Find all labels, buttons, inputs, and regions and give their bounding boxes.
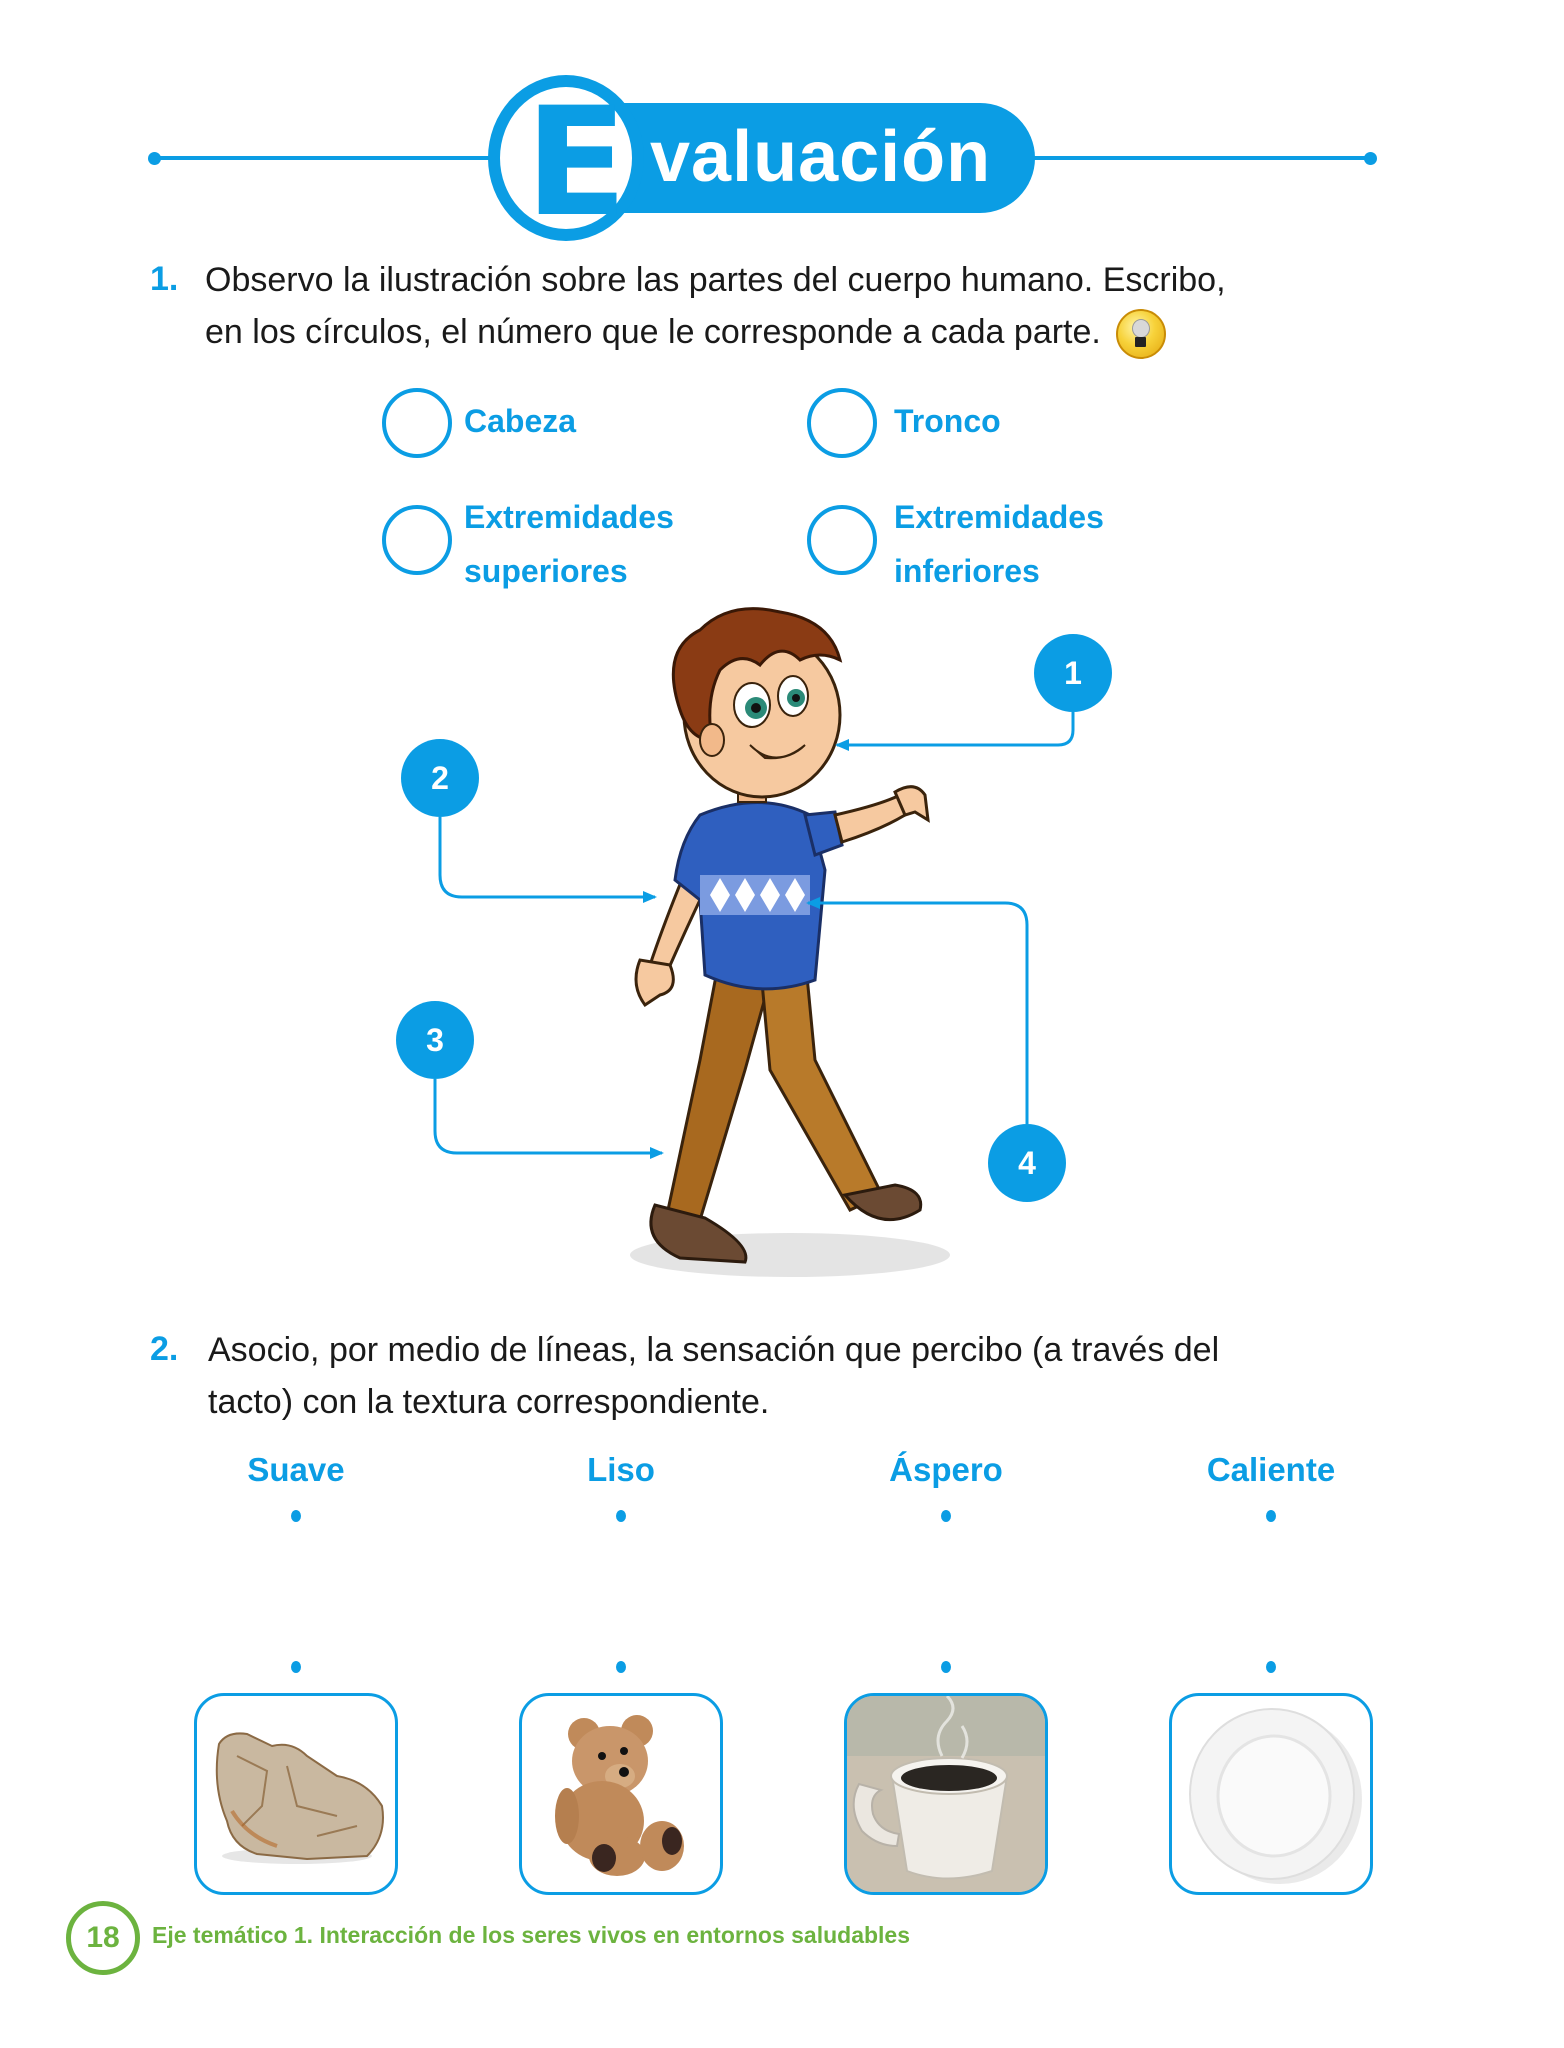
- question-2-text-line1: Asocio, por medio de líneas, la sensación que percibo (a través del: [208, 1331, 1220, 1369]
- white-plate-image: [1169, 1693, 1373, 1895]
- match-dot-top-1[interactable]: [291, 1510, 301, 1522]
- sensation-label-liso: Liso: [587, 1451, 655, 1488]
- teddy-bear-illustration: [522, 1696, 720, 1892]
- rock-illustration: [197, 1696, 395, 1892]
- question-1-number: 1.: [150, 260, 179, 298]
- match-dot-top-2[interactable]: [616, 1510, 626, 1522]
- sensation-label-suave: Suave: [247, 1451, 345, 1488]
- sensation-label-caliente: Caliente: [1206, 1451, 1336, 1488]
- part-label-line2: superiores: [464, 553, 628, 589]
- rock-image: [194, 1693, 398, 1895]
- match-dot-bottom-4[interactable]: [1266, 1661, 1276, 1673]
- sensation-label-aspero: Áspero: [889, 1451, 1003, 1488]
- plate-illustration: [1172, 1696, 1370, 1892]
- match-dot-bottom-3[interactable]: [941, 1661, 951, 1673]
- page-title: valuación: [650, 117, 992, 197]
- title-initial: E: [525, 76, 628, 250]
- teddy-bear-image: [519, 1693, 723, 1895]
- match-dot-top-4[interactable]: [1266, 1510, 1276, 1522]
- match-dot-bottom-1[interactable]: [291, 1661, 301, 1673]
- part-label-line2: inferiores: [894, 553, 1040, 589]
- page-number: 18: [66, 1901, 140, 1975]
- footer-thematic-axis: Eje temático 1. Interacción de los seres vivos en entornos saludables: [152, 1922, 911, 1948]
- match-dot-top-3[interactable]: [941, 1510, 951, 1522]
- callout-3: 3: [396, 1001, 474, 1079]
- question-2-text-line2: tacto) con la textura correspondiente.: [208, 1383, 770, 1421]
- callout-1: 1: [1034, 634, 1112, 712]
- part-label-line1: Extremidades: [894, 499, 1104, 535]
- part-label-line1: Extremidades: [464, 499, 674, 535]
- coffee-cup-illustration: [847, 1696, 1045, 1892]
- callout-4: 4: [988, 1124, 1066, 1202]
- match-dot-bottom-2[interactable]: [616, 1661, 626, 1673]
- question-1-text-line1: Observo la ilustración sobre las partes del cuerpo humano. Escribo,: [205, 261, 1226, 299]
- part-label-tronco: Tronco: [894, 403, 1001, 439]
- hot-coffee-cup-image: [844, 1693, 1048, 1895]
- part-label-cabeza: Cabeza: [464, 403, 577, 439]
- question-2-number: 2.: [150, 1330, 179, 1368]
- question-1-text-line2-content: en los círculos, el número que le corresponde a cada parte.: [205, 313, 1101, 351]
- callout-2: 2: [401, 739, 479, 817]
